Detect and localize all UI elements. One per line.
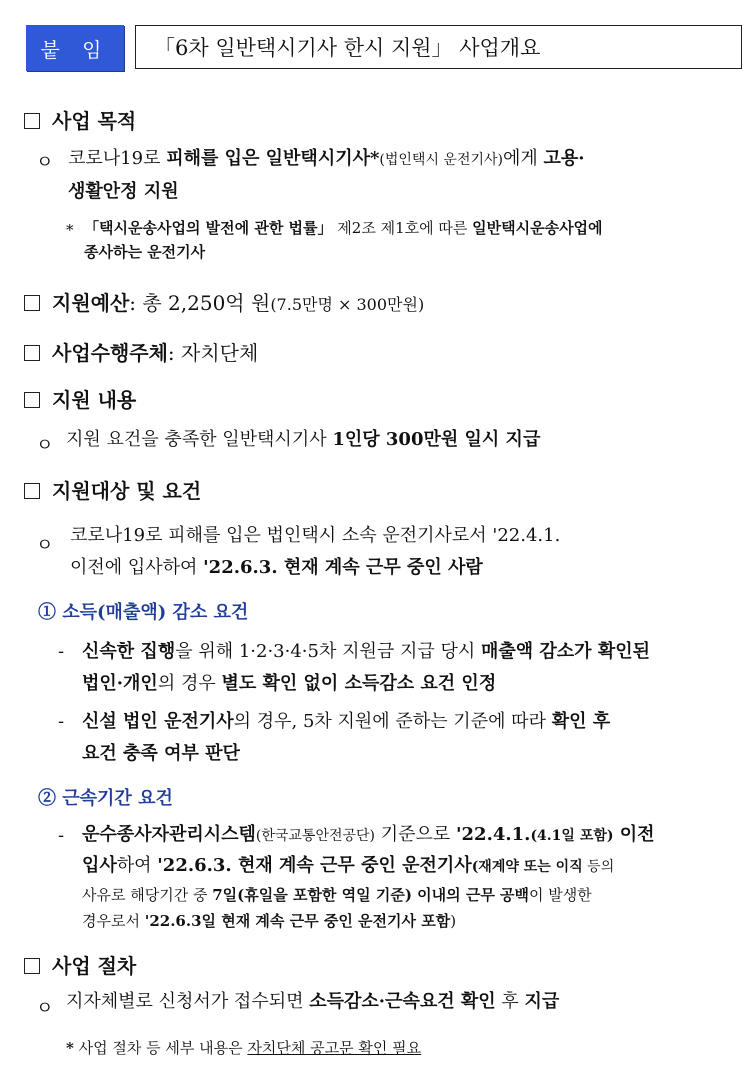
checkbox-square-icon	[24, 295, 40, 311]
section-eligibility	[24, 475, 201, 504]
text-run: 매출액 감소가 확인된	[480, 641, 650, 662]
requirement-1-item	[82, 706, 744, 770]
text-run: 일반택시운송사업에	[472, 219, 603, 237]
text-run: 법인·개인	[82, 673, 158, 694]
section-support	[24, 384, 136, 413]
text-run: 입사	[82, 855, 117, 876]
text-run: 의 경우	[157, 673, 222, 694]
text-run: 이전에 입사하여	[70, 557, 204, 578]
text-run: '22.6.3. 현재 계속 근무 중인 사람	[203, 557, 483, 578]
text-run: '22.4.1.	[456, 824, 531, 845]
bullet-icon: ㅇ	[36, 998, 54, 1019]
text-run: 신속한 집행	[82, 641, 176, 662]
dash-icon: -	[58, 825, 65, 846]
checkbox-square-icon	[24, 113, 40, 129]
requirement-2-item	[82, 820, 744, 934]
eligibility-text	[70, 520, 742, 584]
purpose-text	[68, 143, 748, 208]
section-title: 사업 목적	[52, 109, 137, 133]
text-run: 지자체별로 신청서가 접수되면	[66, 991, 310, 1012]
requirement-1-heading: ① 소득(매출액) 감소 요건	[38, 602, 249, 623]
purpose-footnote	[84, 216, 748, 264]
checkbox-square-icon	[24, 483, 40, 499]
text-run: 코로나19로 피해를 입은 법인택시 소속 운전기사로서 '22.4.1.	[70, 525, 561, 546]
footnote-star: *	[66, 221, 74, 239]
text-run: : 총 2,250억 원	[129, 291, 271, 315]
text-run: 에게	[503, 148, 544, 169]
section-title: 지원예산	[52, 291, 130, 315]
text-run: (재계약 또는 이직	[471, 859, 583, 875]
text-run: 코로나19로	[68, 148, 167, 169]
attachment-tag: 붙 임	[26, 25, 124, 71]
text-run: (4.1일 포함)	[530, 828, 614, 844]
text-run: 신설 법인 운전기사	[82, 711, 234, 732]
text-run: '22.6.3. 현재 계속 근무 중인 운전기사	[157, 855, 472, 876]
text-run: 요건 충족 여부 판단	[82, 743, 240, 764]
text-run: 별도 확인 없이 소득감소 요건 인정	[221, 673, 497, 694]
section-agency	[24, 337, 258, 366]
text-run: 사유로 해당기간 중	[82, 886, 213, 904]
bullet-icon: ㅇ	[36, 152, 54, 173]
text-run: 지원 요건을 충족한 일반택시기사	[66, 429, 333, 450]
text-run: 지급	[524, 991, 560, 1012]
text-run: 경우로서	[82, 912, 145, 930]
section-title: 사업수행주체	[52, 341, 168, 365]
support-text	[66, 424, 746, 456]
checkbox-square-icon	[24, 345, 40, 361]
bullet-icon: ㅇ	[36, 535, 54, 556]
text-run: 운수종사자관리시스템	[82, 824, 256, 845]
dash-icon: -	[58, 711, 65, 732]
text-run: 「택시운송사업의 발전에 관한 법률」	[84, 219, 333, 237]
requirement-2-detail	[82, 882, 744, 934]
text-run: 고용·	[543, 148, 585, 169]
text-run: 후	[495, 991, 525, 1012]
text-run: 확인 후	[551, 711, 611, 732]
footnote-star: *	[66, 1039, 74, 1057]
document-title	[135, 25, 742, 69]
text-run: 7일(휴일을 포함한 역일 기준) 이내의 근무 공백	[212, 886, 530, 904]
text-run: 등의	[582, 859, 615, 875]
text-run: 종사하는 운전기사	[84, 243, 206, 261]
section-procedure	[24, 950, 136, 979]
bullet-icon: ㅇ	[36, 435, 54, 456]
section-title: 지원대상 및 요건	[52, 479, 202, 503]
text-run: : 자치단체	[167, 341, 259, 365]
text-run: 사업 절차 등 세부 내용은	[73, 1039, 248, 1057]
checkbox-square-icon	[24, 958, 40, 974]
procedure-footnote	[66, 1036, 421, 1060]
section-budget	[24, 287, 424, 316]
text-run: 이 발생한	[529, 886, 592, 904]
text-run: 제2조 제1호에 따른	[332, 219, 473, 237]
text-run: 피해를 입은 일반택시기사	[166, 148, 370, 169]
text-run: )	[450, 912, 457, 930]
section-title: 사업 절차	[52, 954, 137, 978]
text-run: (한국교통안전공단)	[255, 828, 376, 844]
text-run: 의 경우, 5차 지원에 준하는 기준에 따라	[233, 711, 552, 732]
text-run: 소득감소·근속요건 확인	[309, 991, 496, 1012]
text-run: 하여	[116, 855, 158, 876]
text-run: 자치단체 공고문 확인 필요	[247, 1039, 422, 1057]
text-run: '22.6.3일 현재 계속 근무 중인 운전기사 포함	[144, 912, 451, 930]
text-run: (법인택시 운전기사)	[379, 152, 503, 168]
text-run: 기준으로	[375, 824, 457, 845]
section-title: 지원 내용	[52, 388, 137, 412]
text-run: 1인당 300만원 일시 지급	[332, 429, 541, 450]
text-run: 생활안정 지원	[68, 181, 179, 202]
procedure-text	[66, 986, 746, 1018]
requirement-1-item	[82, 636, 744, 700]
document-title-text: 「6차 일반택시기사 한시 지원」 사업개요	[154, 36, 541, 60]
text-run: *	[370, 148, 380, 169]
text-run: 이전	[613, 824, 655, 845]
checkbox-square-icon	[24, 392, 40, 408]
text-run: 을 위해 1·2·3·4·5차 지원금 지급 당시	[175, 641, 481, 662]
text-run: (7.5만명 × 300만원)	[270, 295, 425, 314]
requirement-2-heading: ② 근속기간 요건	[38, 788, 173, 809]
section-purpose	[24, 105, 136, 134]
dash-icon: -	[58, 641, 65, 662]
